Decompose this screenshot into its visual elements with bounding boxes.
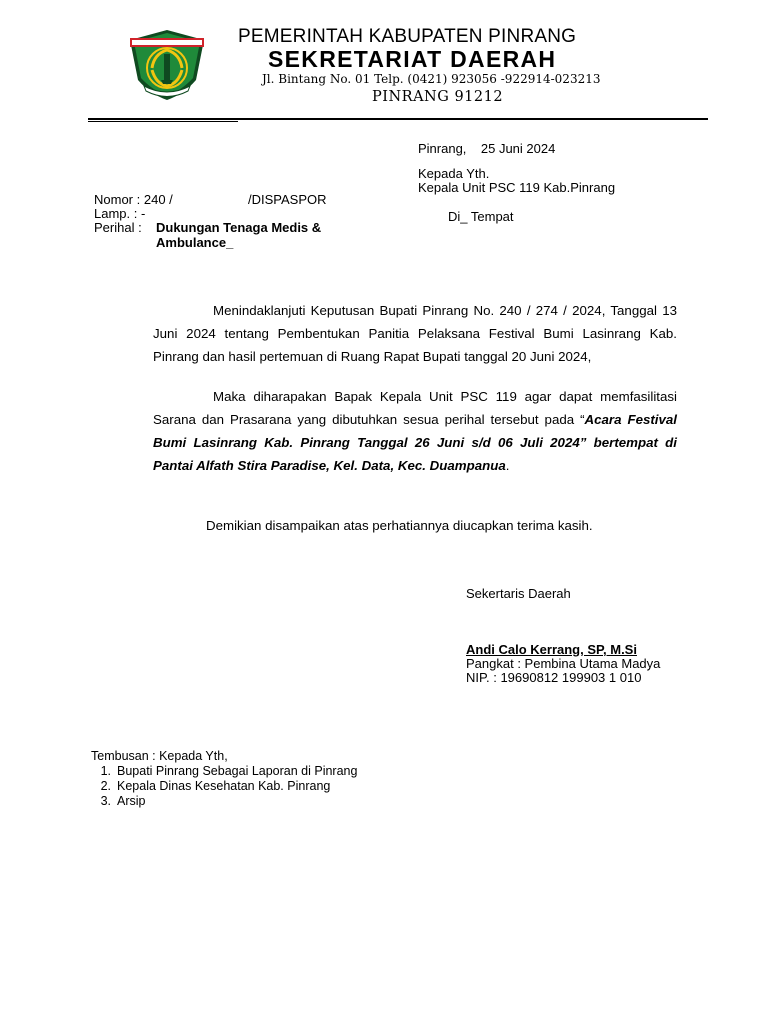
pinrang-regency-emblem-icon [124, 28, 210, 104]
signature-name: Andi Calo Kerrang, SP, M.Si [466, 642, 637, 657]
lamp-label: Lamp. : [94, 206, 138, 221]
closing-sentence: Demikian disampaikan atas perhatiannya diucapkan terima kasih. [206, 518, 593, 533]
nomor-suffix: /DISPASPOR [248, 192, 327, 207]
nomor-line [94, 192, 173, 207]
body-paragraph-2-end: . [505, 458, 510, 473]
body-paragraph-1 [153, 299, 677, 368]
signature-rank: Pangkat : Pembina Utama Madya [466, 656, 661, 671]
signature-title: Sekertaris Daerah [466, 586, 571, 601]
nomor-value: 240 / [143, 192, 173, 207]
copies-list [89, 764, 357, 809]
letterhead-office: SEKRETARIAT DAERAH [268, 46, 557, 72]
body-paragraph-2-start: Maka diharapakan Bapak Kepala Unit PSC 119 agar dapat memfasilitasi Sarana dan Prasarana yang dibutuhkan sesua perihal tersebut pada “ [153, 389, 677, 427]
letterhead-divider-thin [88, 121, 238, 122]
copies-list-item: 1. Bupati Pinrang Sebagai Laporan di Pinrang [100, 764, 358, 778]
body-paragraph-1-text: Menindaklanjuti Keputusan Bupati Pinrang No. 240 / 274 / 2024, Tanggal 13 Juni 2024 tentang Pembentukan Panitia Pelaksana Festival Bumi Lasinrang Kab. Pinrang dan hasil pertemuan di Ruang Rapat Bupati tanggal 20 Juni 2024, [153, 303, 677, 364]
copies-heading: Tembusan : Kepada Yth, [91, 749, 228, 763]
lamp-value: - [140, 206, 146, 221]
letterhead-city-postal: PINRANG 91212 [372, 89, 504, 105]
signature-nip: NIP. : 19690812 199903 1 010 [466, 670, 642, 685]
date-value: 25 Juni 2024 [480, 141, 556, 156]
date-place: Pinrang, [418, 141, 467, 156]
recipient-name: Kepala Unit PSC 119 Kab.Pinrang [418, 180, 616, 195]
recipient-location: Di_ Tempat [448, 209, 514, 224]
lamp-line [94, 206, 145, 221]
date-line [418, 141, 555, 156]
letterhead-government: PEMERINTAH KABUPATEN PINRANG [238, 26, 577, 47]
recipient-greeting: Kepada Yth. [418, 166, 490, 181]
perihal-line1: Dukungan Tenaga Medis & [156, 220, 322, 235]
copies-list-item: 3. Arsip [100, 794, 146, 808]
letterhead-address: Jl. Bintang No. 01 Telp. (0421) 923056 -922914-023213 [262, 72, 601, 86]
event-description: Acara Festival Bumi Lasinrang Kab. Pinrang Tanggal 26 Juni s/d 06 Juli 2024” bertempat di Pantai Alfath Stira Paradise, Kel. Data, Kec. Duampanua [153, 412, 677, 473]
nomor-label: Nomor : [94, 192, 141, 207]
letterhead-divider [88, 118, 708, 120]
perihal-line2: Ambulance_ [156, 235, 234, 250]
copies-list-item: 2. Kepala Dinas Kesehatan Kab. Pinrang [100, 779, 331, 793]
perihal-label: Perihal : [94, 220, 142, 235]
body-paragraph-2 [153, 385, 677, 477]
